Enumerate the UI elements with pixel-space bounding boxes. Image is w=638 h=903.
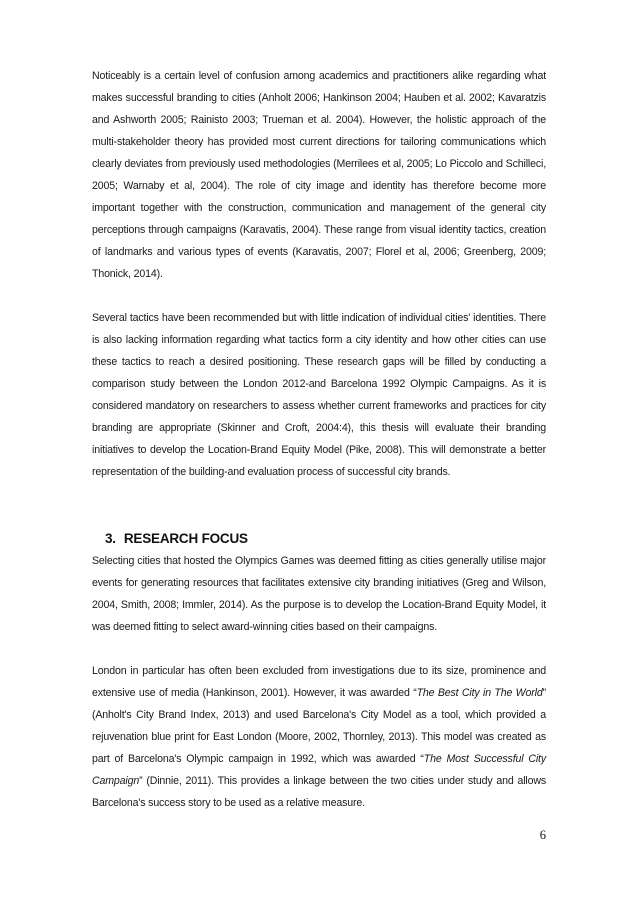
paragraph-research-gaps: Several tactics have been recommended but with little indication of individual cities' identities. There is also lacking information regarding what tactics form a city identity and how other cities can use these tactics to reach a desired positioning. These research gaps will be filled by conducting a comparison study between the London 2012-and Barcelona 1992 Olympic Campaigns. As it is considered mandatory on researchers to assess whether current frameworks and practices for city branding are appropriate (Skinner and Croft, 2004:4), this thesis will evaluate their branding initiatives to develop the Location-Brand Equity Model (Pike, 2008). This will demonstrate a better representation of the building-and evaluation process of successful city brands. (92, 312, 546, 478)
section-heading (92, 528, 546, 550)
paragraph-branding-confusion: Noticeably is a certain level of confusion among academics and practitioners alike regarding what makes successful branding to cities (Anholt 2006; Hankinson 2004; Hauben et al. 2002; Kavaratzis and Ashworth 2005; Rainisto 2003; Trueman et al. 2004). However, the holistic approach of the multi-stakeholder theory has provided most current directions for tailoring communications which clearly deviates from previously used methodologies (Merrilees et al, 2005; Lo Piccolo and Schilleci, 2005; Warnaby et al, 2004). The role of city image and identity has therefore become more important together with the construction, communication and management of the general city perceptions through campaigns (Karavatis, 2004). These range from visual identity tactics, creation of landmarks and various types of events (Karavatis, 2007; Florel et al, 2006; Greenberg, 2009; Thonick, 2014). (92, 70, 546, 280)
section-number: 3. (105, 531, 116, 546)
london-text-part-2: ” (Anholt's City Brand Index, 2013) and used Barcelona's City Model as a tool, which provided a rejuvenation blue print for East London (Moore, 2002, Thornley, 2013). This model was created as part of Barcelona's Olympic campaign in 1992, which was awarded “ (92, 687, 546, 765)
award-title-successful-campaign: The Most Successful City Campaign (92, 753, 546, 787)
award-title-best-city: The Best City in The World (416, 687, 543, 699)
london-text-part-1: London in particular has often been excluded from investigations due to its size, prominence and extensive use of media (Hankinson, 2001). However, it was awarded “ (92, 665, 546, 699)
page-content (92, 65, 546, 814)
section-title: RESEARCH FOCUS (123, 531, 248, 546)
page-number: 6 (539, 828, 546, 842)
london-text-part-3: ” (Dinnie, 2011). This provides a linkage between the two cities under study and allows Barcelona's success story to be used as a relative measure. (92, 775, 546, 809)
spacer (92, 483, 546, 528)
paragraph-london-barcelona (92, 660, 546, 814)
paragraph-city-selection: Selecting cities that hosted the Olympics Games was deemed fitting as cities generally utilise major events for generating resources that facilitates extensive city branding initiatives (Greg and Wilson, 2004, Smith, 2008; Immler, 2014). As the purpose is to develop the Location-Brand Equity Model, it was deemed fitting to select award-winning cities based on their campaigns. (92, 555, 546, 633)
